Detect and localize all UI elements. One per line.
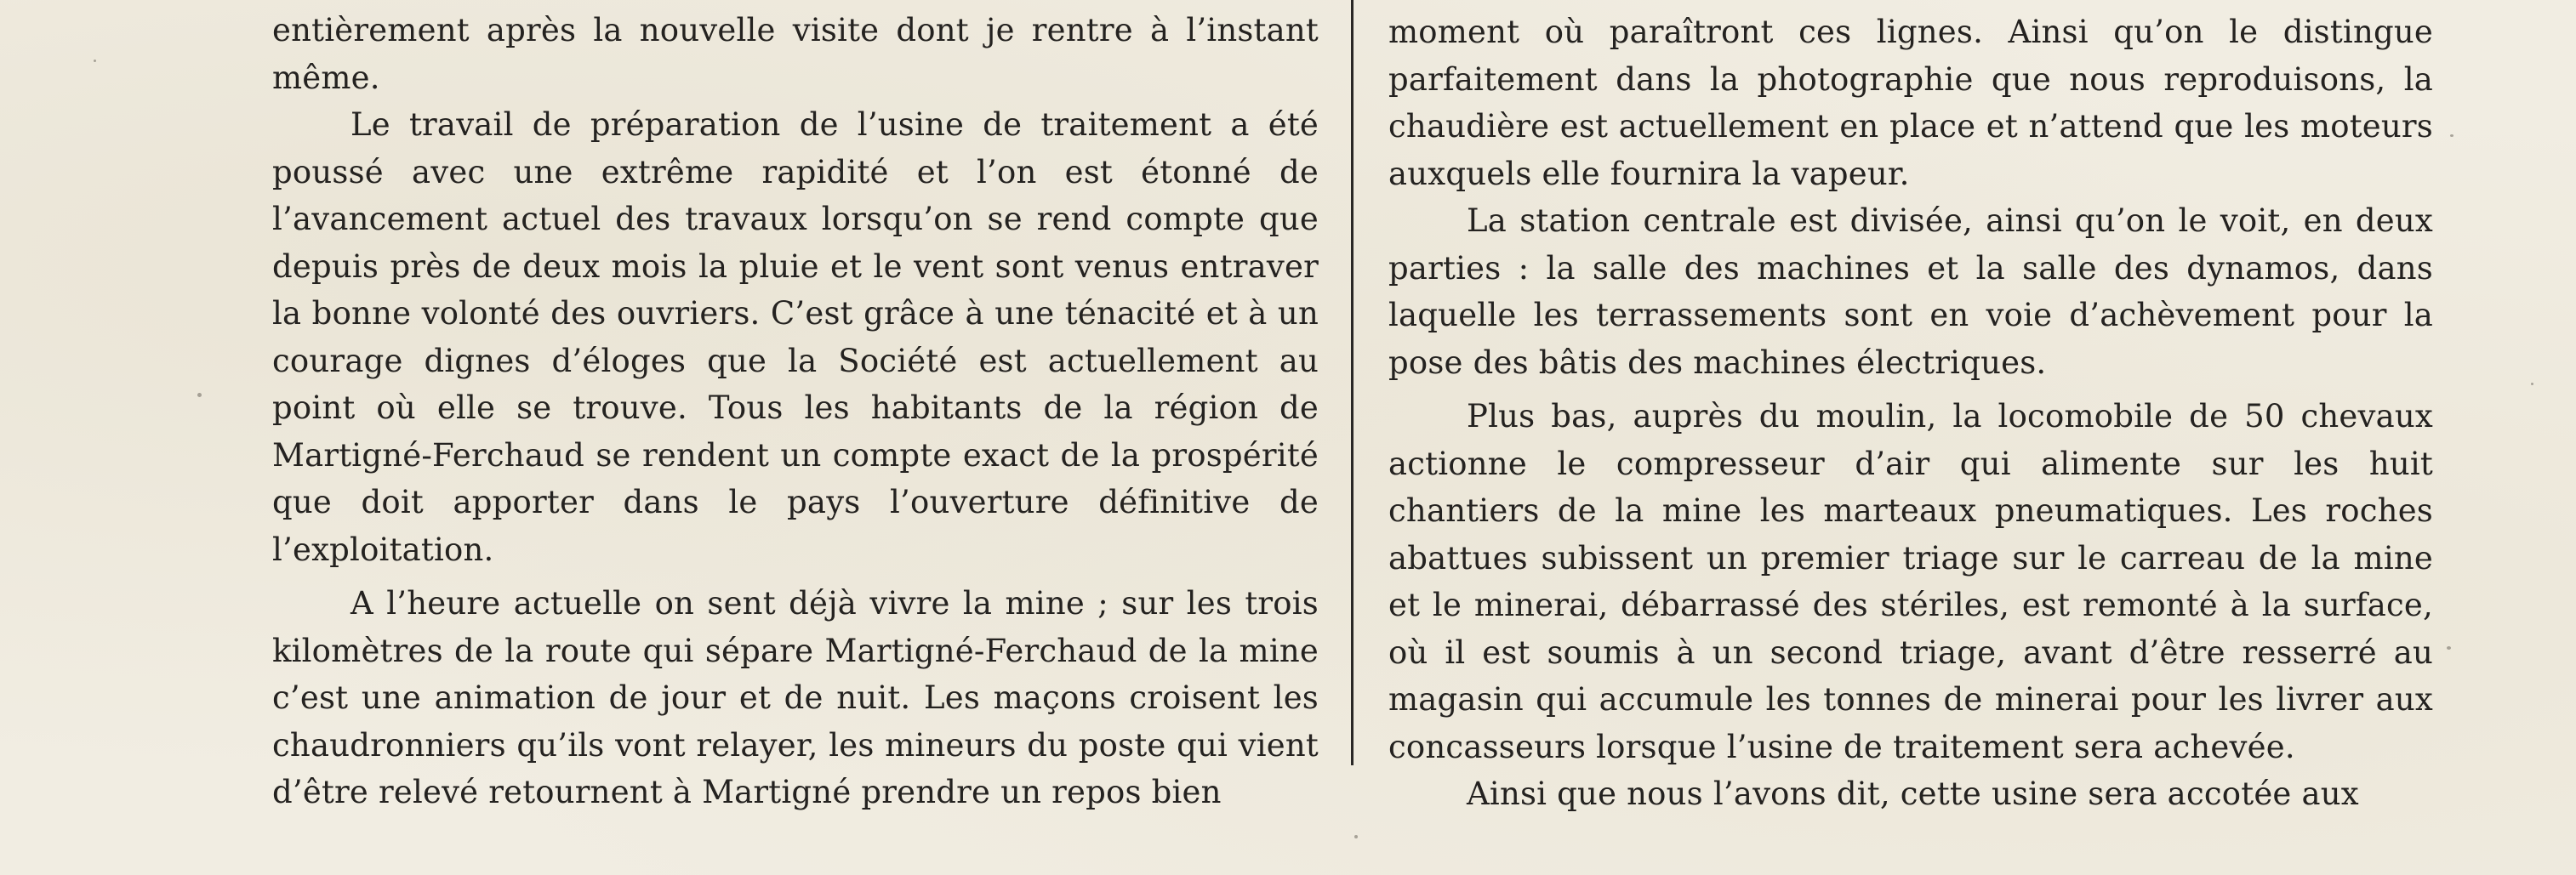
paper-speck xyxy=(2447,646,2451,650)
left-column xyxy=(272,7,1319,816)
column-divider-rule xyxy=(1351,0,1354,765)
right-paragraph-2: La station centrale est divisée, ainsi qu’on le voit, en deux parties : la salle des machines et la salle des dynamos, dans laquelle les terrassements sont en voie d’achèvement pour la pose des bâtis des machines électriques. xyxy=(1388,202,2433,381)
right-column xyxy=(1388,9,2433,818)
right-paragraph-3: Plus bas, auprès du moulin, la locomobile de 50 chevaux actionne le compresseur d’air qui alimente sur les huit chantiers de la mine les marteaux pneumatiques. Les roches abattues subissent un premier triage sur le carreau de la mine et le minerai, débarrassé des stériles, est remonté à la surface, où il est soumis à un second triage, avant d’être resserré au magasin qui accumule les tonnes de minerai pour les livrer aux concasseurs lorsque l’usine de traitement sera achevée. xyxy=(1388,398,2433,765)
right-paragraph-4: Ainsi que nous l’avons dit, cette usine sera accotée aux xyxy=(1467,776,2359,812)
paper-speck xyxy=(1354,835,1358,838)
left-paragraph-3: A l’heure actuelle on sent déjà vivre la mine ; sur les trois kilomètres de la route qui sépare Martigné-Ferchaud de la mine c’est une animation de jour et de nuit. Les maçons croisent les chaudronniers qu’ils vont relayer, les mineurs du poste qui vient d’être relevé retournent à Martigné prendre un repos bien xyxy=(272,585,1319,810)
right-paragraph-1: moment où paraîtront ces lignes. Ainsi qu’on le distingue parfaitement dans la photographie que nous reproduisons, la chaudière est actuellement en place et n’attend que les moteurs auxquels elle fournira la vapeur. xyxy=(1388,14,2433,192)
left-paragraph-2: Le travail de préparation de l’usine de traitement a été poussé avec une extrême rapidité et l’on est étonné de l’avancement actuel des travaux lorsqu’on se rend compte que depuis près de deux mois la pluie et le vent sont venus entraver la bonne volonté des ouvriers. C’est grâce à une ténacité et à un courage dignes d’éloges que la Société est actuellement au point où elle se trouve. Tous les habitants de la région de Martigné-Ferchaud se rendent un compte exact de la prospérité que doit apporter dans le pays l’ouverture définitive de l’exploitation. xyxy=(272,106,1319,568)
paper-speck xyxy=(94,60,96,62)
paper-speck xyxy=(2450,134,2453,137)
paper-speck xyxy=(197,393,202,397)
paper-speck xyxy=(2531,383,2533,385)
left-paragraph-1: entièrement après la nouvelle visite dont je rentre à l’instant même. xyxy=(272,12,1319,96)
